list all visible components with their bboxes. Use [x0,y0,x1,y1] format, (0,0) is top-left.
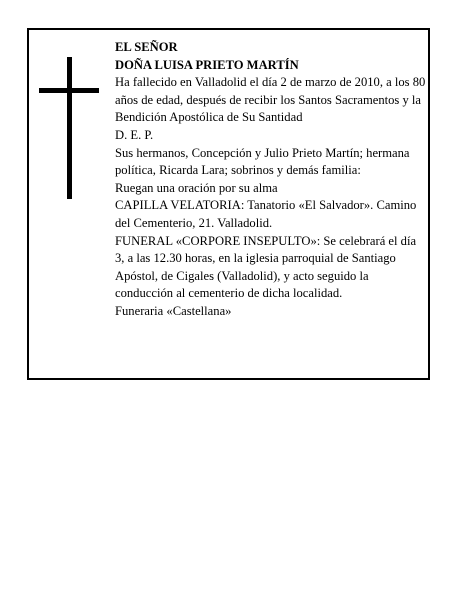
obituary-notice [27,28,430,380]
cross-icon [39,57,99,199]
rip-text: D. E. P. [115,127,154,142]
death-info: Ha fallecido en Valladolid el día 2 de marzo de 2010, a los 80 años de edad, después de recibir los Santos Sacramentos y la Bendición Apostólica de Su Santidad [115,75,426,125]
cross-vertical-bar [67,57,72,199]
prayer-request: Ruegan una oración por su alma [115,180,278,195]
cross-horizontal-bar [39,88,99,93]
heading-title: EL SEÑOR [115,40,178,54]
funeral-info: FUNERAL «CORPORE INSEPULTO»: Se celebrará el día 3, a las 12.30 horas, en la iglesia parroquial de Santiago Apóstol, de Cigales (Valladolid), y acto seguido la conducción al cementerio de dicha localidad. [115,233,417,301]
funeral-home: Funeraria «Castellana» [115,303,232,318]
chapel-info: CAPILLA VELATORIA: Tanatorio «El Salvador». Camino del Cementerio, 21. Valladolid. [115,198,417,230]
notice-text [115,39,427,321]
family-text: Sus hermanos, Concepción y Julio Prieto Martín; hermana política, Ricarda Lara; sobrinos y demás familia: [115,145,410,178]
deceased-name: DOÑA LUISA PRIETO MARTÍN [115,57,299,72]
